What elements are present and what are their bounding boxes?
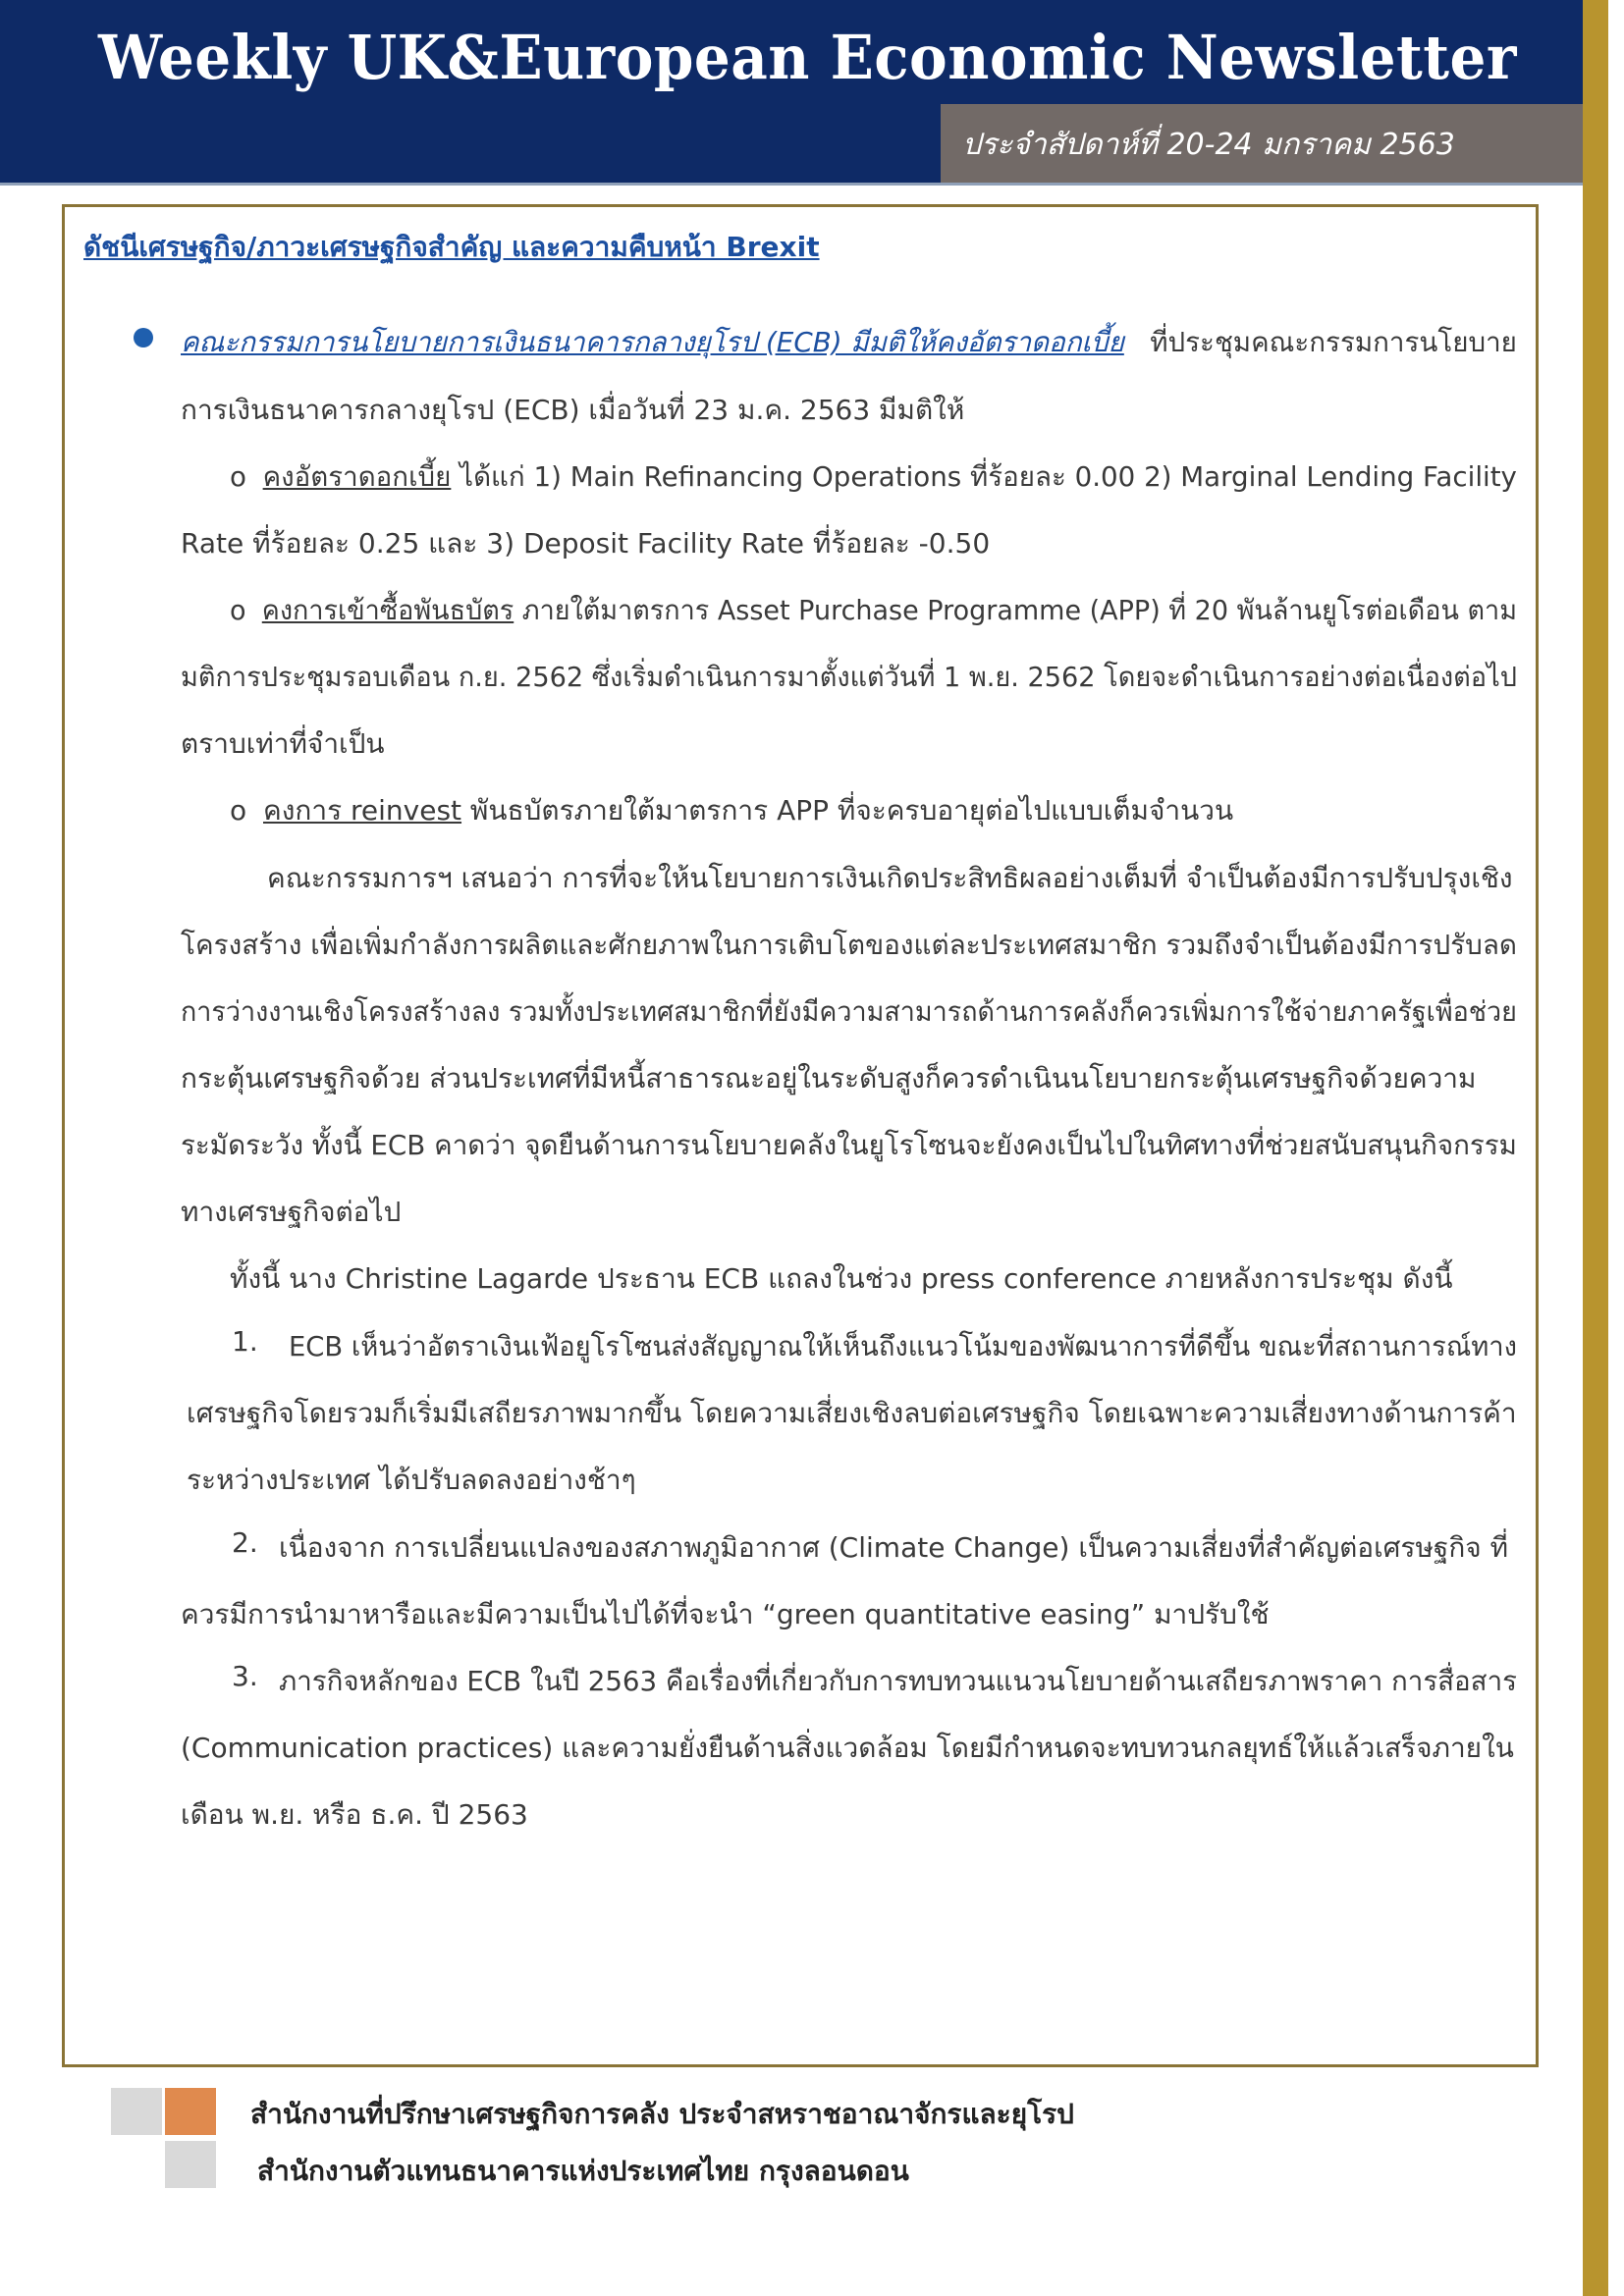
- sub-item-app-line2: มติการประชุมรอบเดือน ก.ย. 2562 ซึ่งเริ่มดำเนินการมาตั้งแต่วันที่ 1 พ.ย. 2562 โดยจะดำเนินการอย่างต่อเนื่องต่อไป: [181, 661, 1517, 693]
- sub-item-reinvest-title: คงการ reinvest: [263, 794, 462, 827]
- circle-bullet-icon: o: [230, 794, 247, 827]
- gold-side-bar: [1583, 0, 1608, 2296]
- sub-item-app-text: ภายใต้มาตรการ Asset Purchase Programme (APP) ที่ 20 พันล้านยูโรต่อเดือน ตาม: [514, 594, 1517, 626]
- point-line: ภารกิจหลักของ ECB ในปี 2563 คือเรื่องที่เกี่ยวกับการทบทวนแนวนโยบายด้านเสถียรภาพราคา การสื่อสาร: [279, 1665, 1517, 1697]
- article-headline-line: [181, 321, 1517, 364]
- bullet-dot-icon: [134, 328, 153, 347]
- footer-gray-square: [165, 2141, 216, 2188]
- point-number: 1.: [232, 1325, 258, 1358]
- sub-item-rates-text: ได้แก่ 1) Main Refinancing Operations ที่ร้อยละ 0.00 2) Marginal Lending Facility: [451, 460, 1517, 493]
- press-conference-line: ทั้งนี้ นาง Christine Lagarde ประธาน ECB แถลงในช่วง press conference ภายหลังการประชุม ดังนี้: [230, 1262, 1453, 1295]
- issue-date: ประจำสัปดาห์ที่ 20-24 มกราคม 2563: [962, 128, 1455, 162]
- sub-item-rates-line2: Rate ที่ร้อยละ 0.25 และ 3) Deposit Facility Rate ที่ร้อยละ -0.50: [181, 527, 991, 560]
- point-line: ระหว่างประเทศ ได้ปรับลดลงอย่างช้าๆ: [187, 1464, 636, 1496]
- sub-item-app: [230, 589, 1517, 632]
- point-line: เศรษฐกิจโดยรวมก็เริ่มมีเสถียรภาพมากขึ้น โดยความเสี่ยงเชิงลบต่อเศรษฐกิจ โดยเฉพาะความเสี่ยงทางด้านการค้า: [187, 1397, 1517, 1429]
- paragraph-line: คณะกรรมการฯ เสนอว่า การที่จะให้นโยบายการเงินเกิดประสิทธิผลอย่างเต็มที่ จำเป็นต้องมีการปรับปรุงเชิง: [267, 862, 1513, 894]
- paragraph-line: ระมัดระวัง ทั้งนี้ ECB คาดว่า จุดยืนด้านการนโยบายคลังในยูโรโซนจะยังคงเป็นไปในทิศทางที่ช่วยสนับสนุนกิจกรรม: [181, 1129, 1517, 1161]
- article-intro-line2: การเงินธนาคารกลางยุโรป (ECB) เมื่อวันที่ 23 ม.ค. 2563 มีมติให้: [181, 394, 965, 426]
- point-line: (Communication practices) และความยั่งยืนด้านสิ่งแวดล้อม โดยมีกำหนดจะทบทวนกลยุทธ์ให้แล้วเสร็จภายใน: [181, 1732, 1514, 1764]
- sub-item-reinvest-text: พันธบัตรภายใต้มาตรการ APP ที่จะครบอายุต่อไปแบบเต็มจำนวน: [461, 794, 1234, 827]
- circle-bullet-icon: o: [230, 594, 246, 626]
- footer-office-line2: สำนักงานตัวแทนธนาคารแห่งประเทศไทย กรุงลอนดอน: [257, 2155, 909, 2187]
- footer-gray-square: [111, 2088, 162, 2135]
- article-intro-tail: ที่ประชุมคณะกรรมการนโยบาย: [1150, 326, 1517, 358]
- section-heading-link[interactable]: ดัชนีเศรษฐกิจ/ภาวะเศรษฐกิจสำคัญ และความคืบหน้า Brexit: [83, 231, 820, 263]
- point-number: 3.: [232, 1660, 258, 1692]
- footer-office-line1: สำนักงานที่ปรึกษาเศรษฐกิจการคลัง ประจำสหราชอาณาจักรและยุโรป: [250, 2098, 1074, 2130]
- newsletter-title: Weekly UK&European Economic Newsletter: [98, 22, 1517, 93]
- circle-bullet-icon: o: [230, 460, 246, 493]
- paragraph-line: โครงสร้าง เพื่อเพิ่มกำลังการผลิตและศักยภาพในการเติบโตของแต่ละประเทศสมาชิก รวมถึงจำเป็นต้องมีการปรับลด: [181, 929, 1517, 961]
- paragraph-line: กระตุ้นเศรษฐกิจด้วย ส่วนประเทศที่มีหนี้สาธารณะอยู่ในระดับสูงก็ควรดำเนินนโยบายกระตุ้นเศรษฐกิจด้วยความ: [181, 1062, 1477, 1095]
- header-underline: [0, 183, 1583, 186]
- paragraph-line: ทางเศรษฐกิจต่อไป: [181, 1196, 402, 1228]
- date-box: [941, 104, 1583, 183]
- point-line: เดือน พ.ย. หรือ ธ.ค. ปี 2563: [181, 1798, 528, 1831]
- point-line: ECB เห็นว่าอัตราเงินเฟ้อยูโรโซนส่งสัญญาณให้เห็นถึงแนวโน้มของพัฒนาการที่ดีขึ้น ขณะที่สถานการณ์ทาง: [289, 1330, 1518, 1362]
- sub-item-app-title: คงการเข้าซื้อพันธบัตร: [261, 594, 514, 626]
- sub-item-reinvest: [230, 789, 1233, 832]
- point-line: ควรมีการนำมาหารือและมีความเป็นไปได้ที่จะนำ “green quantitative easing” มาปรับใช้: [181, 1598, 1270, 1630]
- sub-item-app-line3: ตราบเท่าที่จำเป็น: [181, 727, 385, 760]
- sub-item-rates-title: คงอัตราดอกเบี้ย: [262, 460, 452, 493]
- footer-orange-square: [165, 2088, 216, 2135]
- sub-item-rates: [230, 455, 1517, 499]
- article-headline-link[interactable]: คณะกรรมการนโยบายการเงินธนาคารกลางยุโรป (ECB) มีมติให้คงอัตราดอกเบี้ย: [181, 326, 1124, 358]
- point-number: 2.: [232, 1526, 258, 1559]
- paragraph-line: การว่างงานเชิงโครงสร้างลง รวมทั้งประเทศสมาชิกที่ยังมีความสามารถด้านการคลังก็ควรเพิ่มการใช้จ่ายภาครัฐเพื่อช่วย: [181, 995, 1517, 1028]
- point-line: เนื่องจาก การเปลี่ยนแปลงของสภาพภูมิอากาศ (Climate Change) เป็นความเสี่ยงที่สำคัญต่อเศรษฐกิจ ที่: [279, 1531, 1509, 1564]
